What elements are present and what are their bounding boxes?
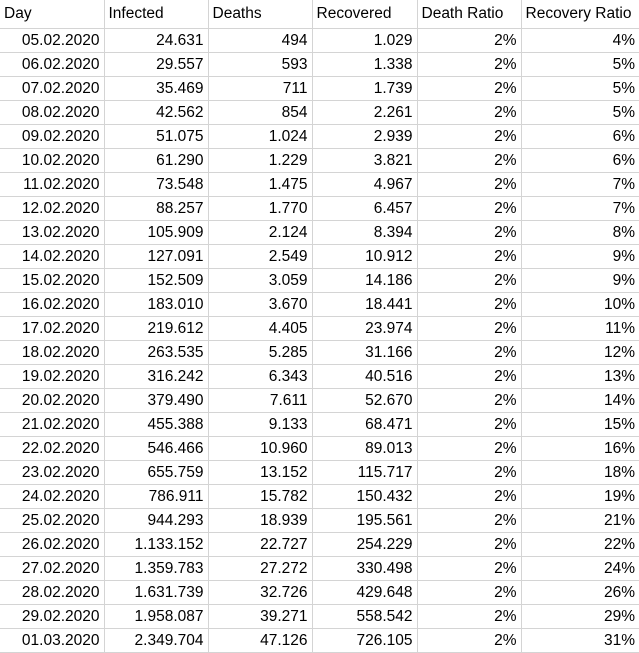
- cell-recovered[interactable]: 195.561: [312, 509, 417, 533]
- cell-infected[interactable]: 42.562: [104, 101, 208, 125]
- cell-recovered[interactable]: 4.967: [312, 173, 417, 197]
- cell-day[interactable]: 14.02.2020: [0, 245, 104, 269]
- cell-day[interactable]: 23.02.2020: [0, 461, 104, 485]
- cell-recovery-ratio[interactable]: 13%: [521, 365, 639, 389]
- table-row: [0, 461, 639, 485]
- cell-deaths[interactable]: 1.024: [208, 125, 312, 149]
- cell-deaths[interactable]: 13.152: [208, 461, 312, 485]
- table-row: [0, 341, 639, 365]
- cell-day[interactable]: 01.03.2020: [0, 629, 104, 653]
- table-row: [0, 629, 639, 653]
- cell-day[interactable]: 17.02.2020: [0, 317, 104, 341]
- cell-recovered[interactable]: 31.166: [312, 341, 417, 365]
- cell-day[interactable]: 16.02.2020: [0, 293, 104, 317]
- cell-recovered[interactable]: 558.542: [312, 605, 417, 629]
- cell-death-ratio[interactable]: 2%: [417, 317, 521, 341]
- cell-recovered[interactable]: 40.516: [312, 365, 417, 389]
- table-row: [0, 413, 639, 437]
- cell-day[interactable]: 05.02.2020: [0, 29, 104, 53]
- cell-recovered[interactable]: 6.457: [312, 197, 417, 221]
- cell-infected[interactable]: 316.242: [104, 365, 208, 389]
- cell-recovered[interactable]: 1.338: [312, 53, 417, 77]
- table-row: [0, 149, 639, 173]
- column-header-day[interactable]: Day: [0, 0, 104, 29]
- cell-recovered[interactable]: 23.974: [312, 317, 417, 341]
- cell-infected[interactable]: 655.759: [104, 461, 208, 485]
- cell-recovery-ratio[interactable]: 19%: [521, 485, 639, 509]
- table-row: [0, 29, 639, 53]
- cell-deaths[interactable]: 6.343: [208, 365, 312, 389]
- cell-infected[interactable]: 944.293: [104, 509, 208, 533]
- cell-day[interactable]: 15.02.2020: [0, 269, 104, 293]
- cell-recovery-ratio[interactable]: 21%: [521, 509, 639, 533]
- cell-day[interactable]: 07.02.2020: [0, 77, 104, 101]
- cell-infected[interactable]: 786.911: [104, 485, 208, 509]
- cell-recovery-ratio[interactable]: 5%: [521, 53, 639, 77]
- cell-recovery-ratio[interactable]: 5%: [521, 77, 639, 101]
- cell-day[interactable]: 27.02.2020: [0, 557, 104, 581]
- cell-recovery-ratio[interactable]: 22%: [521, 533, 639, 557]
- cell-recovered[interactable]: 150.432: [312, 485, 417, 509]
- cell-day[interactable]: 22.02.2020: [0, 437, 104, 461]
- cell-death-ratio[interactable]: 2%: [417, 413, 521, 437]
- cell-infected[interactable]: 263.535: [104, 341, 208, 365]
- column-header-infected[interactable]: Infected: [104, 0, 208, 29]
- table-row: [0, 125, 639, 149]
- cell-deaths[interactable]: 15.782: [208, 485, 312, 509]
- cell-recovered[interactable]: 68.471: [312, 413, 417, 437]
- cell-infected[interactable]: 24.631: [104, 29, 208, 53]
- cell-infected[interactable]: 73.548: [104, 173, 208, 197]
- cell-deaths[interactable]: 18.939: [208, 509, 312, 533]
- cell-day[interactable]: 19.02.2020: [0, 365, 104, 389]
- cell-recovery-ratio[interactable]: 12%: [521, 341, 639, 365]
- cell-death-ratio[interactable]: 2%: [417, 269, 521, 293]
- cell-recovery-ratio[interactable]: 26%: [521, 581, 639, 605]
- cell-infected[interactable]: 546.466: [104, 437, 208, 461]
- cell-recovery-ratio[interactable]: 7%: [521, 173, 639, 197]
- header-row: [0, 0, 639, 29]
- cell-death-ratio[interactable]: 2%: [417, 437, 521, 461]
- cell-death-ratio[interactable]: 2%: [417, 149, 521, 173]
- table-row: [0, 317, 639, 341]
- cell-deaths[interactable]: 3.670: [208, 293, 312, 317]
- cell-recovered[interactable]: 254.229: [312, 533, 417, 557]
- cell-recovery-ratio[interactable]: 4%: [521, 29, 639, 53]
- cell-infected[interactable]: 2.349.704: [104, 629, 208, 653]
- cell-death-ratio[interactable]: 2%: [417, 485, 521, 509]
- cell-deaths[interactable]: 593: [208, 53, 312, 77]
- cell-day[interactable]: 18.02.2020: [0, 341, 104, 365]
- cell-infected[interactable]: 455.388: [104, 413, 208, 437]
- cell-infected[interactable]: 88.257: [104, 197, 208, 221]
- cell-recovered[interactable]: 726.105: [312, 629, 417, 653]
- cell-day[interactable]: 11.02.2020: [0, 173, 104, 197]
- cell-death-ratio[interactable]: 2%: [417, 53, 521, 77]
- cell-deaths[interactable]: 3.059: [208, 269, 312, 293]
- cell-infected[interactable]: 152.509: [104, 269, 208, 293]
- cell-death-ratio[interactable]: 2%: [417, 173, 521, 197]
- cell-infected[interactable]: 219.612: [104, 317, 208, 341]
- table-row: [0, 173, 639, 197]
- table-row: [0, 533, 639, 557]
- cell-recovered[interactable]: 89.013: [312, 437, 417, 461]
- cell-death-ratio[interactable]: 2%: [417, 77, 521, 101]
- cell-recovery-ratio[interactable]: 31%: [521, 629, 639, 653]
- cell-death-ratio[interactable]: 2%: [417, 365, 521, 389]
- cell-infected[interactable]: 183.010: [104, 293, 208, 317]
- cell-deaths[interactable]: 1.770: [208, 197, 312, 221]
- cell-recovered[interactable]: 330.498: [312, 557, 417, 581]
- table-row: [0, 245, 639, 269]
- cell-recovered[interactable]: 10.912: [312, 245, 417, 269]
- cell-recovered[interactable]: 8.394: [312, 221, 417, 245]
- cell-day[interactable]: 09.02.2020: [0, 125, 104, 149]
- cell-day[interactable]: 29.02.2020: [0, 605, 104, 629]
- cell-death-ratio[interactable]: 2%: [417, 557, 521, 581]
- cell-infected[interactable]: 127.091: [104, 245, 208, 269]
- cell-infected[interactable]: 35.469: [104, 77, 208, 101]
- cell-recovery-ratio[interactable]: 29%: [521, 605, 639, 629]
- table-row: [0, 293, 639, 317]
- column-header-recovery-ratio[interactable]: Recovery Ratio: [521, 0, 639, 29]
- cell-death-ratio[interactable]: 2%: [417, 389, 521, 413]
- cell-deaths[interactable]: 1.229: [208, 149, 312, 173]
- table-row: [0, 101, 639, 125]
- cell-death-ratio[interactable]: 2%: [417, 221, 521, 245]
- table-row: [0, 605, 639, 629]
- cell-recovered[interactable]: 1.029: [312, 29, 417, 53]
- cell-deaths[interactable]: 10.960: [208, 437, 312, 461]
- table-row: [0, 509, 639, 533]
- cell-death-ratio[interactable]: 2%: [417, 629, 521, 653]
- table-row: [0, 269, 639, 293]
- table-row: [0, 221, 639, 245]
- cell-death-ratio[interactable]: 2%: [417, 533, 521, 557]
- cell-deaths[interactable]: 2.124: [208, 221, 312, 245]
- cell-recovery-ratio[interactable]: 14%: [521, 389, 639, 413]
- cell-day[interactable]: 28.02.2020: [0, 581, 104, 605]
- cell-day[interactable]: 06.02.2020: [0, 53, 104, 77]
- cell-deaths[interactable]: 1.475: [208, 173, 312, 197]
- cell-recovery-ratio[interactable]: 16%: [521, 437, 639, 461]
- cell-recovered[interactable]: 14.186: [312, 269, 417, 293]
- cell-day[interactable]: 24.02.2020: [0, 485, 104, 509]
- table-row: [0, 77, 639, 101]
- cell-death-ratio[interactable]: 2%: [417, 509, 521, 533]
- cell-recovery-ratio[interactable]: 8%: [521, 221, 639, 245]
- cell-death-ratio[interactable]: 2%: [417, 245, 521, 269]
- cell-deaths[interactable]: 494: [208, 29, 312, 53]
- cell-recovered[interactable]: 2.939: [312, 125, 417, 149]
- cell-recovery-ratio[interactable]: 9%: [521, 269, 639, 293]
- cell-recovered[interactable]: 429.648: [312, 581, 417, 605]
- cell-deaths[interactable]: 4.405: [208, 317, 312, 341]
- cell-infected[interactable]: 1.958.087: [104, 605, 208, 629]
- cell-deaths[interactable]: 47.126: [208, 629, 312, 653]
- cell-deaths[interactable]: 5.285: [208, 341, 312, 365]
- cell-day[interactable]: 13.02.2020: [0, 221, 104, 245]
- cell-deaths[interactable]: 854: [208, 101, 312, 125]
- cell-deaths[interactable]: 9.133: [208, 413, 312, 437]
- cell-day[interactable]: 10.02.2020: [0, 149, 104, 173]
- cell-deaths[interactable]: 2.549: [208, 245, 312, 269]
- table-row: [0, 197, 639, 221]
- cell-recovery-ratio[interactable]: 9%: [521, 245, 639, 269]
- cell-death-ratio[interactable]: 2%: [417, 125, 521, 149]
- cell-death-ratio[interactable]: 2%: [417, 29, 521, 53]
- cell-recovery-ratio[interactable]: 6%: [521, 125, 639, 149]
- cell-infected[interactable]: 1.631.739: [104, 581, 208, 605]
- cell-recovery-ratio[interactable]: 7%: [521, 197, 639, 221]
- column-header-recovered[interactable]: Recovered: [312, 0, 417, 29]
- cell-infected[interactable]: 379.490: [104, 389, 208, 413]
- cell-recovery-ratio[interactable]: 11%: [521, 317, 639, 341]
- cell-death-ratio[interactable]: 2%: [417, 293, 521, 317]
- cell-recovery-ratio[interactable]: 5%: [521, 101, 639, 125]
- cell-recovered[interactable]: 115.717: [312, 461, 417, 485]
- table-row: [0, 365, 639, 389]
- cell-day[interactable]: 25.02.2020: [0, 509, 104, 533]
- cell-recovery-ratio[interactable]: 15%: [521, 413, 639, 437]
- cell-infected[interactable]: 1.359.783: [104, 557, 208, 581]
- cell-infected[interactable]: 51.075: [104, 125, 208, 149]
- column-header-deaths[interactable]: Deaths: [208, 0, 312, 29]
- cell-recovered[interactable]: 52.670: [312, 389, 417, 413]
- table-row: [0, 581, 639, 605]
- cell-deaths[interactable]: 39.271: [208, 605, 312, 629]
- table-row: [0, 53, 639, 77]
- table-row: [0, 437, 639, 461]
- cell-infected[interactable]: 29.557: [104, 53, 208, 77]
- cell-infected[interactable]: 61.290: [104, 149, 208, 173]
- cell-death-ratio[interactable]: 2%: [417, 605, 521, 629]
- cell-deaths[interactable]: 32.726: [208, 581, 312, 605]
- cell-deaths[interactable]: 27.272: [208, 557, 312, 581]
- cell-death-ratio[interactable]: 2%: [417, 101, 521, 125]
- cell-death-ratio[interactable]: 2%: [417, 581, 521, 605]
- cell-day[interactable]: 08.02.2020: [0, 101, 104, 125]
- table-row: [0, 485, 639, 509]
- cell-infected[interactable]: 1.133.152: [104, 533, 208, 557]
- cell-recovered[interactable]: 3.821: [312, 149, 417, 173]
- column-header-death-ratio[interactable]: Death Ratio: [417, 0, 521, 29]
- table-row: [0, 557, 639, 581]
- cell-deaths[interactable]: 711: [208, 77, 312, 101]
- cell-day[interactable]: 20.02.2020: [0, 389, 104, 413]
- table-row: [0, 389, 639, 413]
- cell-recovered[interactable]: 18.441: [312, 293, 417, 317]
- cell-recovery-ratio[interactable]: 6%: [521, 149, 639, 173]
- cell-death-ratio[interactable]: 2%: [417, 461, 521, 485]
- cell-recovery-ratio[interactable]: 18%: [521, 461, 639, 485]
- cell-death-ratio[interactable]: 2%: [417, 341, 521, 365]
- cell-day[interactable]: 12.02.2020: [0, 197, 104, 221]
- cell-deaths[interactable]: 7.611: [208, 389, 312, 413]
- table-body: [0, 29, 639, 653]
- cell-recovered[interactable]: 2.261: [312, 101, 417, 125]
- cell-infected[interactable]: 105.909: [104, 221, 208, 245]
- cell-recovered[interactable]: 1.739: [312, 77, 417, 101]
- cell-deaths[interactable]: 22.727: [208, 533, 312, 557]
- cell-recovery-ratio[interactable]: 24%: [521, 557, 639, 581]
- cell-day[interactable]: 21.02.2020: [0, 413, 104, 437]
- cell-recovery-ratio[interactable]: 10%: [521, 293, 639, 317]
- cell-day[interactable]: 26.02.2020: [0, 533, 104, 557]
- cell-death-ratio[interactable]: 2%: [417, 197, 521, 221]
